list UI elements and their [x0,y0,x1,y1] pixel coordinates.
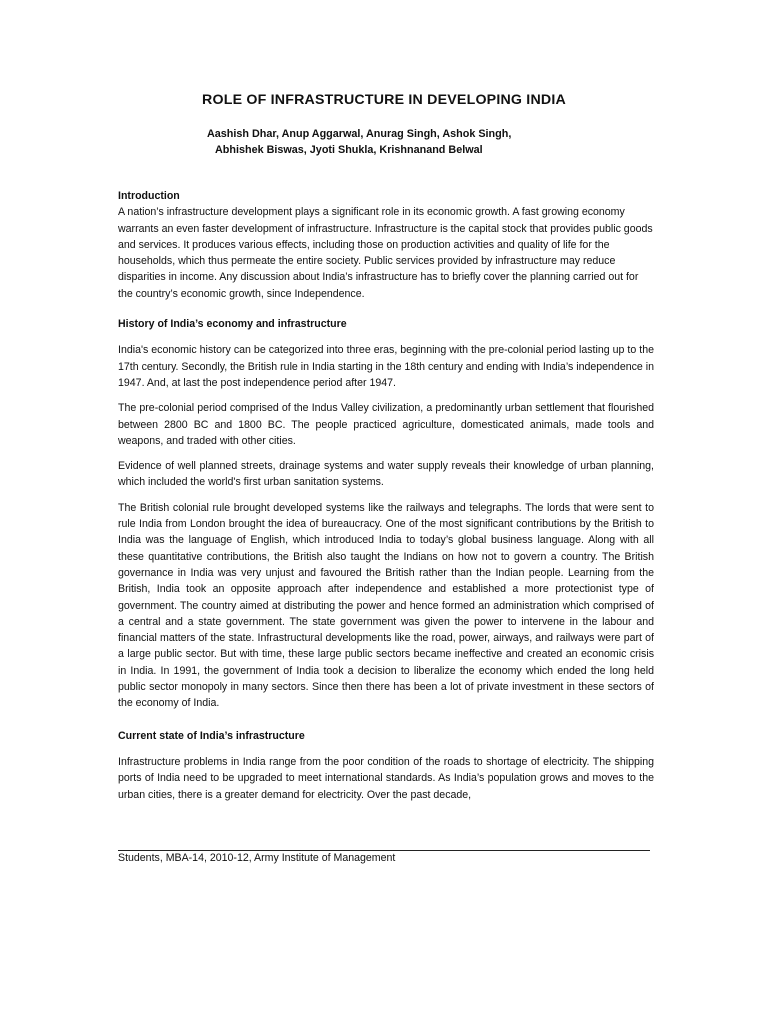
history-paragraph-3: Evidence of well planned streets, drainage systems and water supply reveals their knowledge of urban planning, which included the world's first urban sanitation systems. [118,460,654,489]
introduction-paragraph: A nation’s infrastructure development plays a significant role in its economic growth. A fast growing economy warrants an even faster development of infrastructure. Infrastructure is the capital stock that provides public goods and services. It produces various effects, including those on production activities and quality of life for the households, which thus permeate the entire society. Public services provided by infrastructure may reduce disparities in income. Any discussion about India’s infrastructure has to briefly cover the planning carried out for the country’s economic growth, since Independence. [118,206,653,300]
current-state-heading: Current state of India’s infrastructure [118,729,305,742]
authors-line-2: Abhishek Biswas, Jyoti Shukla, Krishnanand Belwal [215,144,483,156]
authors-line-1: Aashish Dhar, Anup Aggarwal, Anurag Singh, Ashok Singh, [207,128,512,140]
author-list [190,126,610,158]
current-state-paragraph-1: Infrastructure problems in India range from the poor condition of the roads to shortage of electricity. The shipping ports of India need to be upgraded to meet international standards. As India’s population grows and moves to the urban cities, there is a greater demand for electricity. Over the past decade, [118,755,654,801]
history-paragraph-2: The pre-colonial period comprised of the Indus Valley civilization, a predominantly urban settlement that flourished between 2800 BC and 1800 BC. The people practiced agriculture, domesticated animals, made tools and weapons, and traded with other cities. [118,402,654,447]
paper-title: ROLE OF INFRASTRUCTURE IN DEVELOPING INDIA [202,92,566,108]
footnote: Students, MBA-14, 2010-12, Army Institute of Management [118,852,396,864]
introduction-heading: Introduction [118,190,180,202]
history-heading: History of India’s economy and infrastructure [118,318,347,331]
history-paragraph-4: The British colonial rule brought developed systems like the railways and telegraphs. The lords that were sent to rule India from London brought the idea of bureaucracy. One of the most significant contributions by the British to India was the language of English, which introduced India to today’s global business language. Along with all these quantitative contributions, the British also taught the Indians on how not to govern a country. The British governance in India was very unjust and favoured the British rather than the Indian people. Learning from the British, India took an opposite approach after independence and established a more protectionist type of government. The country aimed at distributing the power and hence formed an administration which comprised of a central and a state government. The state government was given the power to intervene in the labour and financial matters of the state. Infrastructural developments like the road, power, airways, and railways were part of a large public sector. But with time, these large public sectors became ineffective and created an economic crisis in India. In 1991, the government of India took a decision to liberalize the economy which ended the long held public sector monopoly in many sectors. Since then there has been a lot of private investment in these sectors of the economy of India. [118,501,654,710]
history-paragraph-1: India's economic history can be categorized into three eras, beginning with the pre-colonial period lasting up to the 17th century. Secondly, the British rule in India starting in the 18th century and ending with India’s independence in 1947. And, at last the post independence period after 1947. [118,344,654,389]
footnote-divider [118,850,650,851]
body-content [118,188,654,812]
